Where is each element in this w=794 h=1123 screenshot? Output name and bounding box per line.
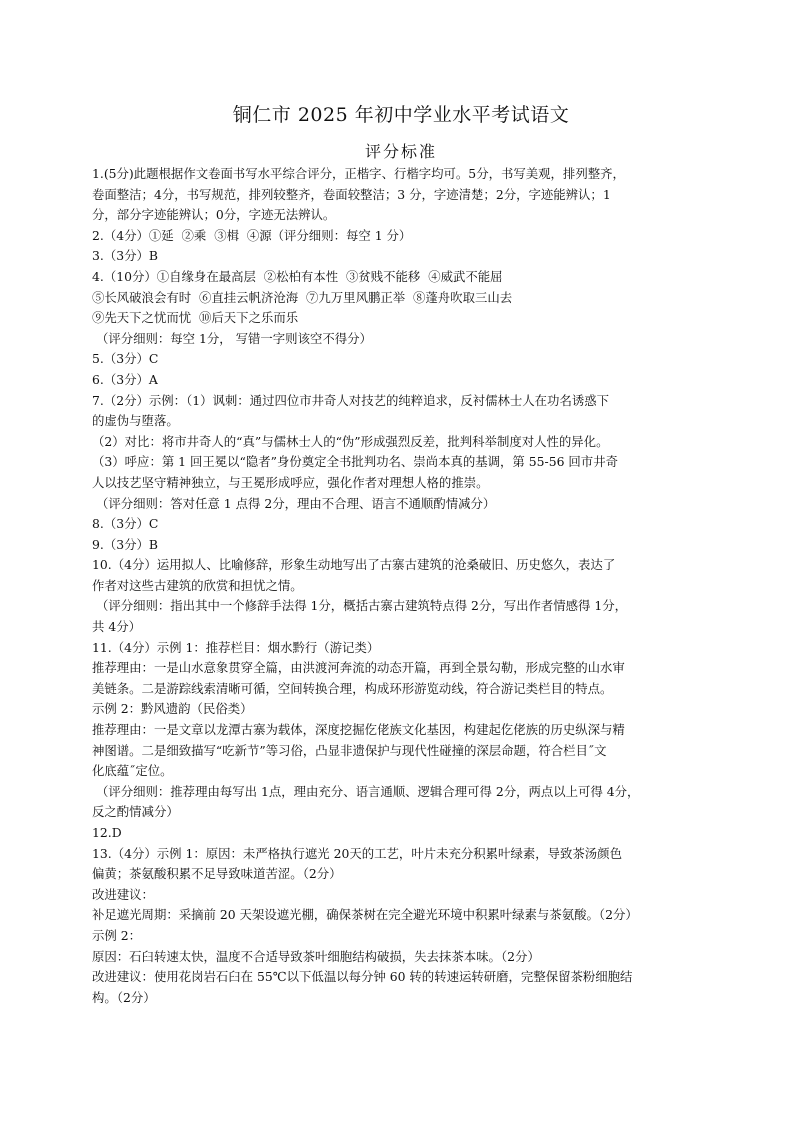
- text-line: 9.（3分）B: [92, 536, 158, 552]
- page-title: 铜仁市 2025 年初中学业水平考试语文: [232, 104, 570, 126]
- text-line: （2）对比：将市井奇人的“真”与儒林士人的“伪”形成强烈反差，批判科举制度对人性的异化。: [92, 433, 609, 449]
- text-line: 的虚伪与堕落。: [92, 413, 179, 429]
- text-line: 推荐理由：一是山水意象贯穿全篇，由洪渡河奔流的动态开篇，再到全景勾勒，形成完整的山水审: [92, 660, 625, 676]
- answer-key-page: [92, 100, 710, 1008]
- text-line: 原因：石臼转速太快，温度不合适导致茶叶细胞结构破损，失去抹茶本味。（2分）: [92, 948, 540, 964]
- text-line: 分，部分字迹能辨认；0分，字迹无法辨认。: [92, 207, 336, 223]
- text-line: 8.（3分）C: [92, 516, 159, 532]
- text-line: （评分细则：每空 1分， 写错一字则该空不得分）: [92, 330, 372, 346]
- answer-body: [92, 164, 710, 1008]
- text-line: 12.D: [92, 825, 122, 840]
- text-line: 2.（4分）①延 ②乘 ③楫 ④源（评分细则：每空 1 分）: [92, 227, 412, 243]
- text-line: ⑨先天下之忧而忧 ⑩后天下之乐而乐: [92, 310, 299, 326]
- text-line: 7.（2分）示例：（1）讽刺：通过四位市井奇人对技艺的纯粹追求，反衬儒林士人在功名诱惑下: [92, 392, 610, 408]
- text-line: 偏黄；茶氨酸积累不足导致味道苦涩。（2分）: [92, 866, 342, 882]
- text-line: 补足遮光周期：采摘前 20 天架设遮光棚，确保茶树在完全避光环境中积累叶绿素与茶氨酸。（2分）: [92, 907, 638, 923]
- text-line: 10.（4分）运用拟人、比喻修辞，形象生动地写出了古寨古建筑的沧桑破旧、历史悠久，表达了: [92, 557, 616, 573]
- text-line: 共 4分）: [92, 619, 141, 635]
- text-line: （3）呼应：第 1 回王冕以“隐者”身份奠定全书批判功名、崇尚本真的基调，第 55-56 回市井奇: [92, 454, 618, 470]
- text-line: ⑤长风破浪会有时 ⑥直挂云帆济沧海 ⑦九万里风鹏正举 ⑧蓬舟吹取三山去: [92, 289, 513, 305]
- text-line: 卷面整洁；4分，书写规范，排列较整齐，卷面较整洁；3 分，字迹清楚；2分，字迹能辨认；1: [92, 186, 611, 202]
- text-line: 构。（2分）: [92, 989, 156, 1005]
- text-line: 化底蕴˝定位。: [92, 763, 173, 779]
- text-line: 11.（4分）示例 1：推荐栏目：烟水黔行（游记类）: [92, 639, 380, 655]
- text-line: 反之酌情减分）: [92, 804, 179, 820]
- text-line: 13.（4分）示例 1：原因：未严格执行遮光 20天的工艺，叶片未充分积累叶绿素，导致茶汤颜色: [92, 845, 622, 861]
- text-line: （评分细则：推荐理由每写出 1点，理由充分、语言通顺、逻辑合理可得 2分，两点以上可得 4分，: [92, 783, 640, 799]
- text-line: 作者对这些古建筑的欣赏和担忧之情。: [92, 577, 303, 593]
- text-line: 4.（10分）①自缘身在最高层 ②松柏有本性 ③贫贱不能移 ④威武不能屈: [92, 268, 503, 284]
- page-subtitle: 评分标准: [364, 142, 437, 161]
- text-line: 5.（3分）C: [92, 351, 159, 367]
- text-line: 改进建议：使用花岗岩石臼在 55℃以下低温以每分钟 60 转的转速运转研磨，完整保留茶粉细胞结: [92, 969, 633, 985]
- text-line: （评分细则：指出其中一个修辞手法得 1分，概括古寨古建筑特点得 2分，写出作者情感得 1分，: [92, 598, 628, 614]
- text-line: 示例 2：黔风遗韵（民俗类）: [92, 701, 253, 717]
- text-line: 1.(5分)此题根据作文卷面书写水平综合评分，正楷字、行楷字均可。5分，书写美观，排列整齐，: [92, 166, 625, 181]
- text-line: 人以技艺坚守精神独立，与王冕形成呼应，强化作者对理想人格的推崇。: [92, 474, 489, 490]
- text-line: （评分细则：答对任意 1 点得 2分，理由不合理、语言不通顺酌情减分）: [92, 495, 496, 511]
- text-line: 6.（3分）A: [92, 371, 158, 387]
- text-line: 神图谱。二是细致描写“吃新节”等习俗，凸显非遗保护与现代性碰撞的深层命题，符合栏目˝文: [92, 742, 607, 758]
- text-line: 美链条。二是游踪线索清晰可循，空间转换合理，构成环形游览动线，符合游记类栏目的特点。: [92, 680, 613, 696]
- text-line: 推荐理由：一是文章以龙潭古寨为载体，深度挖掘仡佬族文化基因，构建起仡佬族的历史纵深与精: [92, 722, 625, 738]
- text-line: 示例 2：: [92, 927, 141, 943]
- text-line: 3.（3分）B: [92, 248, 158, 264]
- text-line: 改进建议：: [92, 886, 154, 902]
